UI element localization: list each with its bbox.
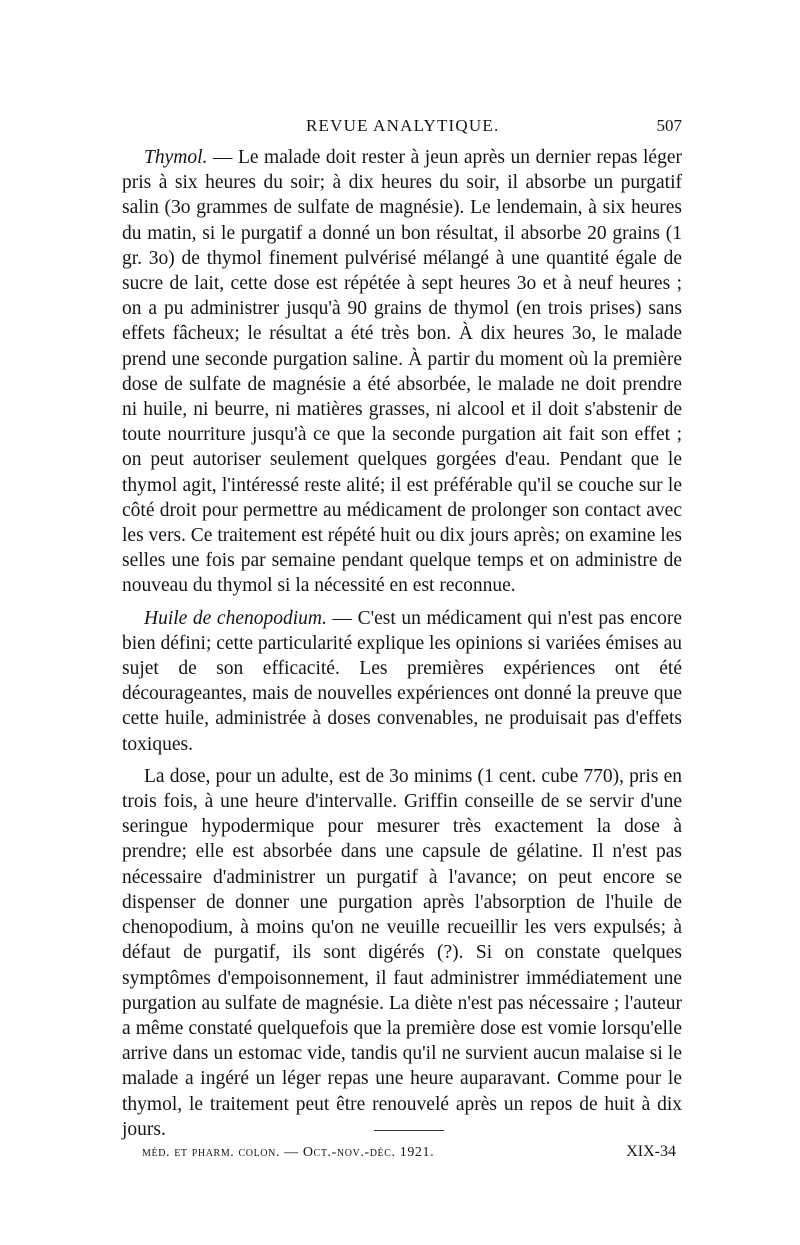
footer-divider: [374, 1130, 444, 1131]
page-number: 507: [656, 116, 682, 135]
paragraph-thymol: [122, 145, 682, 599]
paragraph-dose: [122, 764, 682, 1142]
article-body: [122, 145, 682, 1142]
running-title: REVUE ANALYTIQUE.: [306, 116, 500, 135]
footer-journal-reference: méd. et pharm. colon. — Oct.-nov.-déc. 1921.: [142, 1145, 435, 1160]
paragraph-text-dose: La dose, pour un adulte, est de 3o minims (1 cent. cube 770), pris en trois fois, à une heure d'intervalle. Griffin conseille de se servir d'une seringue hypodermique pour mesurer très exactement la dose à prendre; elle est absorbée dans une capsule de gélatine. Il n'est pas nécessaire d'administrer un purgatif à l'avance; on peut encore se dispenser de donner une purgation après l'absorption de l'huile de chenopodium, à moins qu'on ne veuille recueillir les vers expulsés; à défaut de purgatif, ils sont digérés (?). Si on constate quelques symptômes d'empoisonnement, il faut administrer immédiatement une purgation au sulfate de magnésie. La diète n'est pas nécessaire ; l'auteur a même constaté quelquefois que la première dose est vomie lorsqu'elle arrive dans un estomac vide, tandis qu'il ne survient aucun malaise si le malade a ingéré un léger repas une heure auparavant. Comme pour le thymol, le traitement peut être renouvelé après un repos de huit à dix jours.: [122, 765, 682, 1140]
paragraph-text-thymol: — Le malade doit rester à jeun après un dernier repas léger pris à six heures du soir; à dix heures du soir, il absorbe un purgatif salin (3o grammes de sulfate de magnésie). Le lendemain, à six heures du matin, si le purgatif a donné un bon résultat, il absorbe 20 grains (1 gr. 3o) de thymol finement pulvérisé mélangé à une quantité égale de sucre de lait, cette dose est répétée à sept heures 3o et à neuf heures ; on a pu administrer jusqu'à 90 grains de thymol (en trois prises) sans effets fâcheux; le résultat a été très bon. À dix heures 3o, le malade prend une seconde purgation saline. À partir du moment où la première dose de sulfate de magnésie a été absorbée, le malade ne doit prendre ni huile, ni beurre, ni matières grasses, ni alcool et il doit s'abstenir de toute nourriture jusqu'à ce que la seconde purgation ait fait son effet ; on peut autoriser seulement quelques gorgées d'eau. Pendant que le thymol agit, l'intéressé reste alité; il est préférable qu'il se couche sur le côté droit pour permettre au médicament de prolonger son contact avec les vers. Ce traitement est répété huit ou dix jours après; on examine les selles une fois par semaine pendant quelque temps et on administre de nouveau du thymol si la nécessité en est reconnue.: [122, 147, 682, 597]
page-footer: [122, 1142, 682, 1166]
page-header: [122, 112, 682, 142]
paragraph-chenopodium: [122, 606, 682, 757]
paragraph-lead-thymol: Thymol.: [144, 147, 208, 168]
footer-signature-mark: XIX-34: [626, 1143, 676, 1160]
paragraph-text-chenopodium: — C'est un médicament qui n'est pas encore bien défini; cette particularité explique les opinions si variées émises au sujet de son efficacité. Les premières expériences ont été décourageantes, mais de nouvelles expériences ont donné la preuve que cette huile, administrée à doses convenables, ne produisait pas d'effets toxiques.: [122, 607, 682, 755]
paragraph-lead-chenopodium: Huile de chenopodium.: [144, 607, 327, 629]
